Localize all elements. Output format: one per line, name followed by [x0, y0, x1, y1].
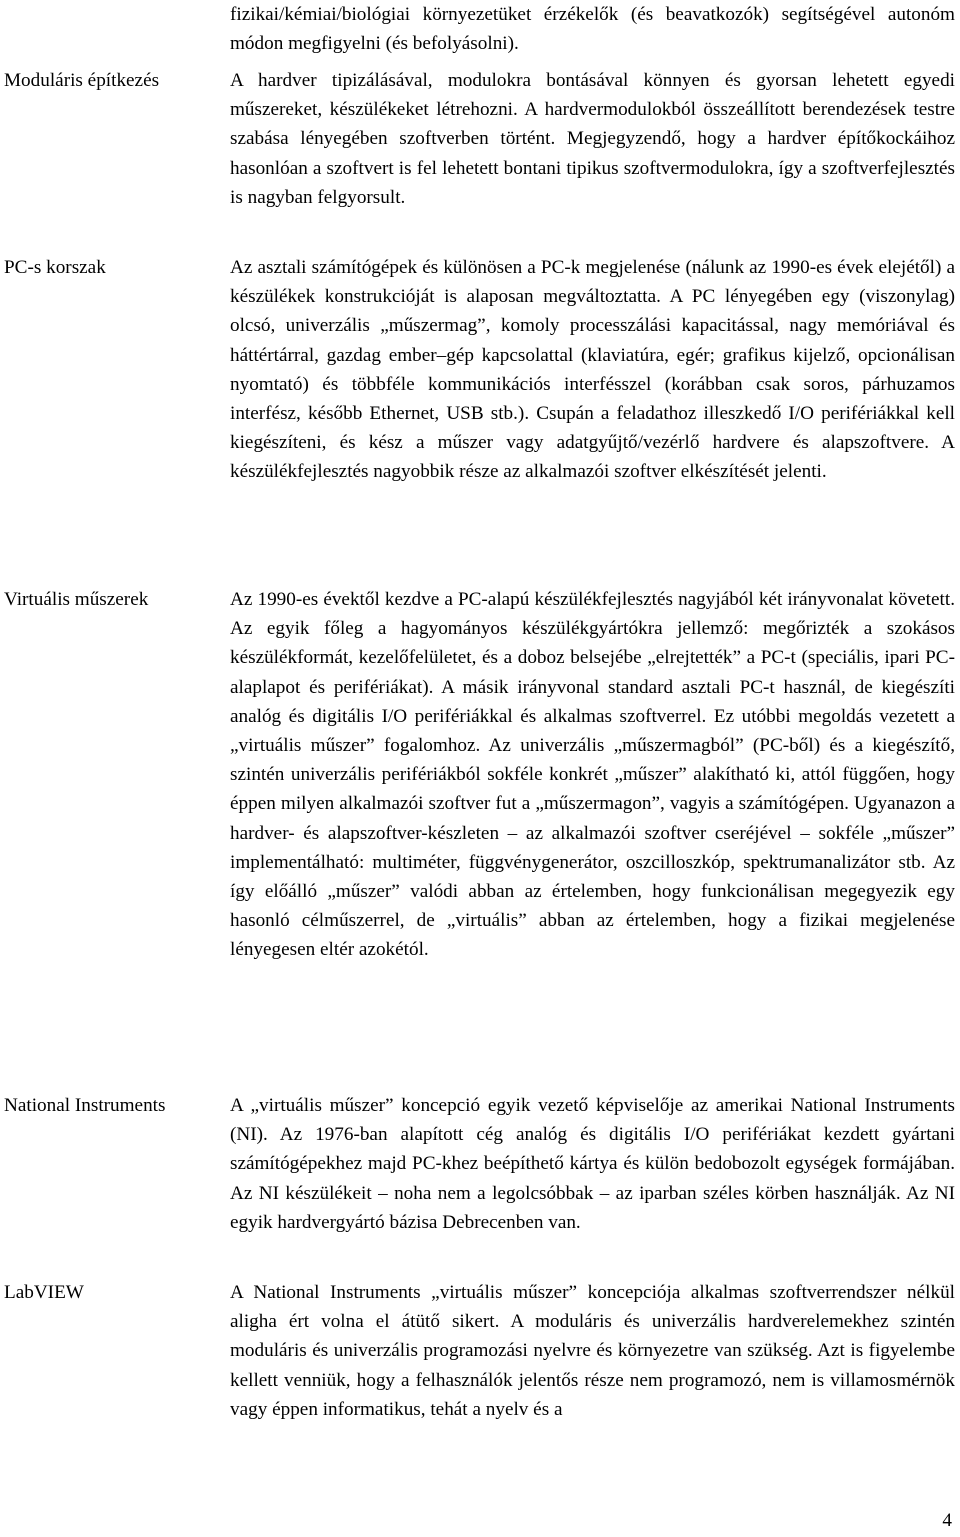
- page-number: 4: [942, 1510, 952, 1531]
- entry-label: LabVIEW: [4, 1282, 84, 1303]
- entry-label: Moduláris építkezés: [4, 70, 160, 91]
- entry-label: Virtuális műszerek: [4, 589, 149, 610]
- entry-body: A „virtuális műszer” koncepció egyik vezető képviselője az amerikai National Instruments (NI). Az 1976-ban alapított cég analóg és digitális I/O perifériákat kezdett gyártani számítógépekhez majd PC-khez beépíthető kártya és külön bedobozolt egységek formájában. Az NI készülékeit – noha nem a legolcsóbbak – az iparban széles körben használják. Az NI egyik hardvergyártó bázisa Debrecenben van.: [230, 1095, 955, 1233]
- entry-body: A National Instruments „virtuális műszer” koncepciója alkalmas szoftverrendszer nélkül aligha ért volna el átütő sikert. A moduláris és univerzális hardverelemekhez szintén moduláris és univerzális programozási nyelvre és környezetre van szükség. Azt is figyelembe kellett venniük, hogy a felhasználók jelentős része nem programozó, nem is villamosmérnök vagy éppen informatikus, tehát a nyelv és a: [230, 1282, 955, 1420]
- entry-body: Az 1990-es évektől kezdve a PC-alapú készülékfejlesztés nagyjából két irányvonalat követett. Az egyik főleg a hagyományos készülékgyártókra jellemző: megőrizték a szokásos készülékformát, kezelőfelületet, és a doboz belsejébe „elrejtették” a PC-t (speciális, ipari PC-alaplapot és perifériákat). A másik irányvonal standard asztali PC-t használ, de kiegészíti analóg és digitális I/O perifériákkal és alkalmas szoftverrel. Ez utóbbi megoldás vezetett a „virtuális műszer” fogalomhoz. Az univerzális „műszermagból” (PC-ből) és a kiegészítő, szintén univerzális perifériákból sokféle konkrét „műszer” alakítható ki, attól függően, hogy éppen milyen alkalmazói szoftver fut a „műszermagon”, vagyis a számítógépen. Ugyanazon a hardver- és alapszoftver-készleten – az alkalmazói szoftver cseréjével – sokféle „műszer” implementálható: multiméter, függvénygenerátor, oszcilloszkóp, spektrumanalizátor stb. Az így előálló „műszer” valódi abban az értelemben, hogy funkcionálisan megegyezik egy hasonló célműszerrel, de „virtuális” abban az értelemben, hogy a fizikai megjelenése lényegesen eltér azokétól.: [230, 589, 955, 961]
- intro-paragraph: fizikai/kémiai/biológiai környezetüket érzékelők (és beavatkozók) segítségével autonóm módon megfigyelni (és befolyásolni).: [230, 4, 955, 55]
- entry-label: PC-s korszak: [4, 257, 106, 278]
- entry-body: Az asztali számítógépek és különösen a PC-k megjelenése (nálunk az 1990-es évek elejétől) a készülékek konstrukcióját is alaposan megváltoztatta. A PC lényegében egy (viszonylag) olcsó, univerzális „műszermag”, komoly processzálási kapacitással, nagy memóriával és háttértárral, gazdag ember–gép kapcsolattal (klaviatúra, egér; grafikus kijelző, opcionálisan nyomtató) és többféle kommunikációs interfésszel (korábban csak soros, párhuzamos interfész, később Ethernet, USB stb.). Csupán a feladathoz illeszkedő I/O perifériákkal kell kiegészíteni, és kész a műszer vagy adatgyűjtő/vezérlő hardvere és alapszoftvere. A készülékfejlesztés nagyobbik része az alkalmazói szoftver elkészítését jelenti.: [230, 257, 955, 483]
- entry-label: National Instruments: [4, 1095, 166, 1116]
- entry-body: A hardver tipizálásával, modulokra bontásával könnyen és gyorsan lehetett egyedi műszereket, készülékeket létrehozni. A hardvermodulokból összeállított berendezések testre szabása lényegében szoftverben történt. Megjegyzendő, hogy a hardver építőkockáihoz hasonlóan a szoftvert is fel lehetett bontani tipikus szoftvermodulokra, így a szoftverfejlesztés is nagyban felgyorsult.: [230, 70, 955, 208]
